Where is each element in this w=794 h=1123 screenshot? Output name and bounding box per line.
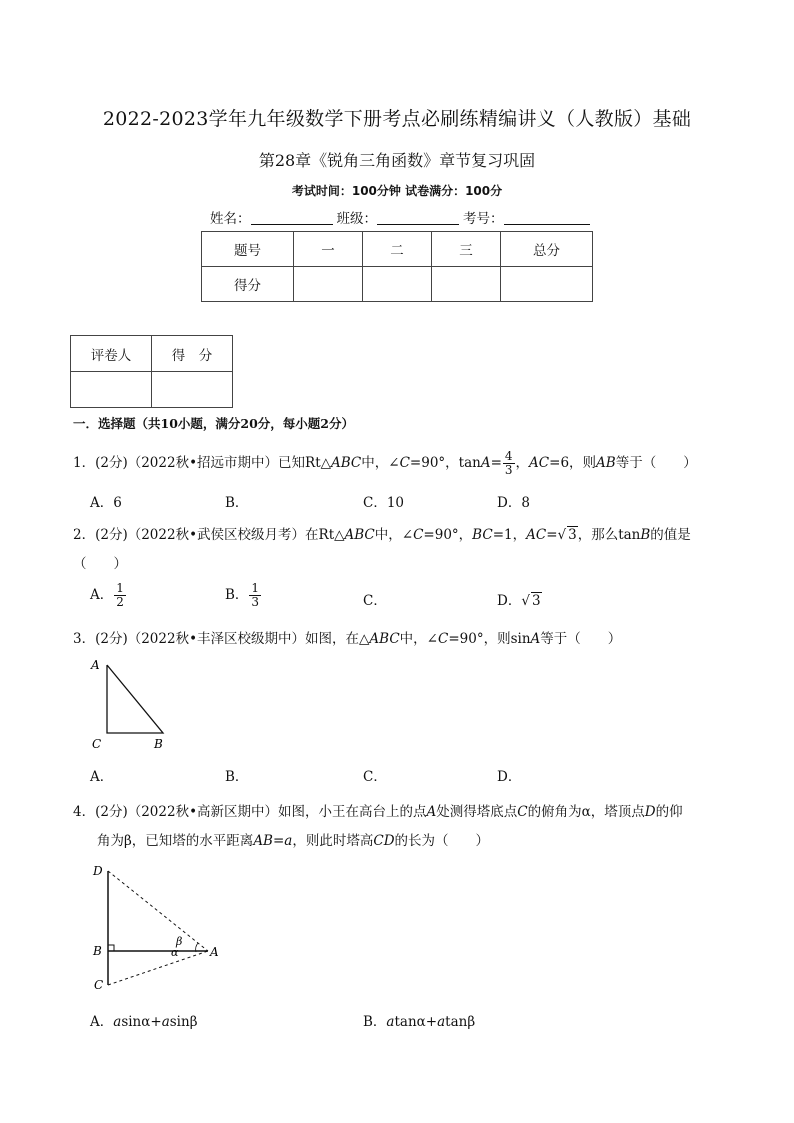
score-table-header-row bbox=[202, 232, 593, 267]
score-cell[interactable] bbox=[432, 267, 501, 302]
chapter-subtitle: 第28章《锐角三角函数》章节复习巩固 bbox=[258, 151, 536, 170]
label-c: C bbox=[94, 978, 104, 992]
q1-option-a[interactable]: A．6 bbox=[90, 495, 122, 511]
q3-triangle-figure bbox=[85, 652, 175, 752]
triangle-abc bbox=[107, 665, 163, 733]
label-b: B bbox=[154, 737, 163, 751]
q3-option-a[interactable]: A． bbox=[90, 769, 114, 785]
q3-option-c[interactable]: C． bbox=[363, 769, 387, 785]
q4-tower-figure bbox=[88, 857, 228, 997]
question-4-line-1: 4．(2分)（2022秋•高新区期中）如图，小王在高台上的点A处测得塔底点C的俯角为α，塔顶点D的仰 bbox=[73, 804, 683, 820]
question-3: 3．(2分)（2022秋•丰泽区校级期中）如图，在△ABC中，∠C=90°，则sinA等于（ ） bbox=[73, 631, 622, 647]
score-row-label: 得分 bbox=[202, 267, 294, 302]
q1-option-c[interactable]: C．10 bbox=[363, 495, 405, 511]
name-blank[interactable] bbox=[251, 210, 333, 225]
score-table bbox=[201, 231, 593, 302]
grader-cell[interactable] bbox=[71, 372, 152, 408]
q4-option-b[interactable]: B．atanα+atanβ bbox=[363, 1014, 476, 1030]
q2-option-b[interactable]: B． $\frac{1}{3}$ bbox=[225, 581, 260, 609]
grader-table bbox=[70, 335, 233, 408]
score-table-score-row bbox=[202, 267, 593, 302]
student-info-line bbox=[210, 207, 594, 227]
grader-score-cell[interactable] bbox=[152, 372, 233, 408]
question-4-line-2: 角为β，已知塔的水平距离AB=a，则此时塔高CD的长为（ ） bbox=[97, 833, 490, 849]
question-1: 1．(2分)（2022秋•招远市期中）已知Rt△ABC中，∠C=90°，tanA= $\frac{4}{3}$ ，AC=6，则AB等于（ ） bbox=[73, 449, 697, 477]
exam-info: 考试时间：100分钟 试卷满分：100分 bbox=[291, 184, 503, 198]
sight-line-d bbox=[108, 871, 208, 951]
q3-option-d[interactable]: D． bbox=[497, 769, 522, 785]
document-title: 2022-2023学年九年级数学下册考点必刷练精编讲义（人教版）基础 bbox=[102, 108, 692, 130]
score-header-cell: 二 bbox=[363, 232, 432, 267]
label-a: A bbox=[210, 945, 219, 959]
number-label: 考号： bbox=[463, 211, 504, 227]
score-header-cell: 三 bbox=[432, 232, 501, 267]
name-label: 姓名： bbox=[210, 211, 251, 227]
q2-paren: （ ） bbox=[73, 556, 127, 572]
q2-option-c[interactable]: C． bbox=[363, 593, 387, 609]
score-header-cell: 一 bbox=[294, 232, 363, 267]
score-cell[interactable] bbox=[363, 267, 432, 302]
label-beta: β bbox=[176, 935, 183, 948]
class-label: 班级： bbox=[336, 211, 377, 227]
q4-option-a[interactable]: A．asinα+asinβ bbox=[90, 1014, 198, 1030]
grader-score-header: 得 分 bbox=[152, 336, 233, 372]
score-cell[interactable] bbox=[501, 267, 593, 302]
label-c: C bbox=[92, 737, 102, 751]
q2-option-d[interactable]: D．√ 3 bbox=[497, 593, 541, 609]
right-angle-mark bbox=[108, 945, 114, 951]
number-blank[interactable] bbox=[504, 210, 590, 225]
label-b: B bbox=[93, 944, 102, 958]
sight-line-c bbox=[108, 951, 208, 985]
section-title: 一．选择题（共10小题，满分20分，每小题2分） bbox=[73, 416, 354, 431]
fraction-4-3: $\frac{4}{3}$ bbox=[504, 449, 513, 477]
q2-option-a[interactable]: A． $\frac{1}{2}$ bbox=[90, 581, 124, 609]
label-a: A bbox=[91, 658, 100, 672]
score-cell[interactable] bbox=[294, 267, 363, 302]
class-blank[interactable] bbox=[377, 210, 459, 225]
q1-option-b[interactable]: B． bbox=[225, 495, 249, 511]
label-d: D bbox=[93, 864, 103, 878]
question-2: 2．(2分)（2022秋•武侯区校级月考）在Rt△ABC中，∠C=90°，BC=1，AC=√ 3，那么tanB的值是 bbox=[73, 527, 691, 543]
grader-header: 评卷人 bbox=[71, 336, 152, 372]
score-header-cell: 题号 bbox=[202, 232, 294, 267]
q3-option-b[interactable]: B． bbox=[225, 769, 249, 785]
q1-option-d[interactable]: D．8 bbox=[497, 495, 530, 511]
label-alpha: α bbox=[171, 946, 179, 959]
score-header-cell: 总分 bbox=[501, 232, 593, 267]
